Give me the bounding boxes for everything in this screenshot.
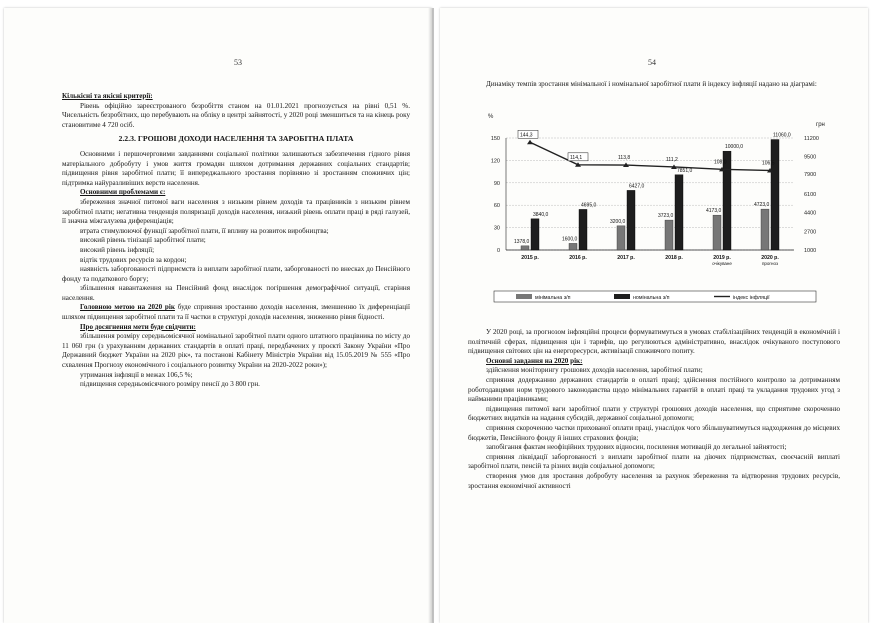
goal-text: буде сприяння зростанню доходів населення, зменшенню їх диференціації шляхом підвищення заробітної плати та її частки в структурі доходів населення, зниженню рівня бідності. <box>62 303 410 322</box>
bar-nominal-wage <box>627 190 635 250</box>
chart-legend <box>494 291 816 302</box>
left-tick-label: 90 <box>493 180 500 187</box>
after-chart-paragraph: У 2020 році, за прогнозом інфляційні процеси формуватимуться в умовах стабілізаційних тенденцій в економічній і політичній сферах, підвищення цін і тарифів, що регулюються адміністративно, внаслідок очікуваного поступового підвищення світових цін на енергоресурси, активізації споживчого попиту. <box>468 328 840 356</box>
wage-inflation-chart <box>454 106 852 312</box>
bar-minimal-wage <box>713 215 721 250</box>
category-label: 2016 р. <box>569 255 587 261</box>
criteria-heading: Кількісні та якісні критерії: <box>62 92 153 100</box>
right-tick-label: 9500 <box>804 154 817 161</box>
problem-item: збільшення навантаження на Пенсійний фонд внаслідок погіршення демографічної ситуації, старіння населення. <box>62 284 410 302</box>
right-tick-label: 1000 <box>804 248 817 254</box>
problem-item: втрата стимулюючої функції заробітної плати, її впливу на розвиток виробництва; <box>80 226 329 235</box>
problem-item: високий рівень інфляції; <box>80 245 155 254</box>
legend-label: індекс інфляції <box>733 295 770 301</box>
minimal-wage-value-label: 1600,0 <box>562 236 578 243</box>
section-title: 2.2.3. ГРОШОВІ ДОХОДИ НАСЕЛЕННЯ ТА ЗАРОБІТНА ПЛАТА <box>118 134 354 144</box>
left-page-text <box>62 92 410 390</box>
bar-nominal-wage <box>723 151 731 250</box>
task-item: здійснення моніторингу грошових доходів населення, заробітної плати; <box>486 366 703 375</box>
means-item: підвищення середньомісячного розміру пенсії до 3 800 грн. <box>80 380 260 389</box>
legend-swatch <box>516 294 532 299</box>
right-tick-label: 7900 <box>804 172 817 179</box>
bar-minimal-wage <box>617 226 625 250</box>
left-page <box>4 8 432 623</box>
minimal-wage-value-label: 4723,0 <box>754 202 770 209</box>
minimal-wage-value-label: 4173,0 <box>706 208 722 215</box>
criteria-text: Рівень офіційно зареєстрованого безробіття станом на 01.01.2021 прогнозується на рівні 0,51 %. Чисельність безробітних, що перебувають на обліку в центрі зайнятості, у 2020 році зменшиться та на кінець року становитиме 4 720 осіб. <box>62 101 410 129</box>
left-tick-label: 0 <box>496 248 500 254</box>
right-tick-label: 11200 <box>804 136 819 142</box>
category-sublabel: прогноз <box>761 261 779 266</box>
minimal-wage-value-label: 3723,0 <box>658 213 674 220</box>
nominal-wage-value-label: 3840,0 <box>533 211 549 218</box>
minimal-wage-value-label: 3200,0 <box>610 218 626 225</box>
means-item: збільшення розміру середньомісячної номінальної заробітної плати одного штатного працівника по місту до 11 060 грн (з урахуванням державних стандартів в оплаті праці, передбачених у проєкті Закону України «Про Державний бюджет України на 2020 рік», та постанові Кабінету Міністрів України від 15.05.2019 № 555 «Про схвалення Прогнозу економічного і соціального розвитку України на 2020-2022 роки»); <box>62 332 410 370</box>
left-tick-label: 150 <box>490 136 500 142</box>
page-number-right: 54 <box>648 58 656 67</box>
tasks-heading: Основні завдання на 2020 рік: <box>486 356 583 365</box>
problem-item: високий рівень тінізації заробітної плати; <box>80 236 206 245</box>
intro-paragraph: Основними і першочерговими завданнями соціальної політики залишаються забезпечення гідного рівня матеріального добробуту і умов життя громадян шляхом дотримання державних соціальних стандартів; підвищення рівня заробітної плати; її випереджального зростання порівняно зі зростанням споживчих цін; підтримка найуразливіших верств населення. <box>62 149 410 187</box>
inflation-value-label: 114,1 <box>570 154 583 161</box>
bar-minimal-wage <box>665 220 673 250</box>
nominal-wage-value-label: 4695,0 <box>581 202 597 209</box>
right-axis-unit: грн <box>816 122 825 128</box>
bar-nominal-wage <box>531 219 539 250</box>
task-item: сприяння додержанню державних стандартів в оплаті праці; здійснення постійного контролю за дотриманням роботодавцями норм трудового законодавства щодо мінімальних гарантій в оплаті праці та укладання трудових угод з найманими працівниками; <box>468 375 840 404</box>
chart-intro: Динаміку темпів зростання мінімальної і номінальної заробітної плати й індексу інфляції надано на діаграмі: <box>486 80 817 88</box>
nominal-wage-value-label: 10000,0 <box>725 144 744 151</box>
inflation-value-label: 108,0 <box>714 159 727 166</box>
left-tick-label: 30 <box>493 225 500 232</box>
goal-label: Головною метою на 2020 рік <box>80 303 175 312</box>
inflation-point <box>527 140 533 145</box>
bar-minimal-wage <box>569 243 577 250</box>
bar-nominal-wage <box>771 140 779 250</box>
chart-grid <box>506 138 794 250</box>
legend-label: номінальна з/п <box>633 295 670 301</box>
right-page <box>440 8 868 623</box>
inflation-value-label: 144,3 <box>520 132 533 139</box>
right-tick-label: 4400 <box>804 210 817 217</box>
inflation-value-label: 111,2 <box>666 156 678 163</box>
problem-item: наявність заборгованості підприємств із виплати заробітної плати, заборгованості по внесках до Пенсійного фонду та податкового боргу; <box>62 265 410 283</box>
bar-nominal-wage <box>675 175 683 250</box>
legend-label: мінімальна з/п <box>535 295 571 301</box>
minimal-wage-value-label: 1378,0 <box>514 238 530 245</box>
left-axis-unit: % <box>488 114 494 120</box>
problem-item: відтік трудових ресурсів за кордон; <box>80 255 187 264</box>
inflation-value-label: 106,5 <box>762 160 775 167</box>
right-tick-label: 6100 <box>804 192 817 198</box>
right-tick-label: 2700 <box>804 229 817 236</box>
category-label: 2020 р. <box>761 255 779 261</box>
means-heading: Про досягнення мети буде свідчити: <box>80 322 196 331</box>
bar-minimal-wage <box>761 209 769 250</box>
problems-heading: Основними проблемами є: <box>80 188 166 197</box>
task-item: запобігання фактам неофіційних трудових відносин, посилення мотивацій до легальної зайнятості; <box>486 443 787 452</box>
nominal-wage-value-label: 7851,0 <box>677 167 693 174</box>
task-item: сприяння скороченню частки прихованої оплати праці, унаслідок чого збільшуватимуться надходження до місцевих бюджетів, Пенсійного фонду й інших страхових фондів; <box>468 423 840 442</box>
task-item: створення умов для зростання добробуту населення за рахунок збереження та відтворення трудових ресурсів, зростання економічної активності <box>468 471 840 490</box>
task-item: підвищення питомої ваги заробітної плати у структурі грошових доходів населення, що сприятиме скороченню бюджетних видатків на надання субсидій, державної соціальної допомоги; <box>468 404 840 423</box>
page-gutter-shadow <box>428 8 434 623</box>
task-item: сприяння ліквідації заборгованості з виплати заробітної плати на діючих підприємствах, своєчасній виплаті заробітної плати, пенсій та різних видів соціальної допомоги; <box>468 452 840 471</box>
left-tick-label: 60 <box>493 203 500 210</box>
nominal-wage-value-label: 6427,0 <box>629 183 645 190</box>
page-number-left: 53 <box>234 58 242 67</box>
inflation-value-label: 113,8 <box>618 155 631 162</box>
right-page-text <box>468 328 840 491</box>
category-label: 2017 р. <box>617 255 635 261</box>
category-sublabel: очікуване <box>712 261 732 266</box>
nominal-wage-value-label: 11060,0 <box>773 132 791 139</box>
chart-intro-block <box>468 80 840 90</box>
left-tick-label: 120 <box>490 158 500 165</box>
category-label: 2015 р. <box>521 255 539 261</box>
problem-item: збереження значної питомої ваги населення з низьким рівнем доходів та працівників з низьким рівнем заробітної плати; негативна тенденція поляризації доходів населення, низький рівень оплати праці в ряді галузей, її значна міжгалузева диференціація; <box>62 197 410 226</box>
bar-nominal-wage <box>579 209 587 250</box>
category-label: 2018 р. <box>665 255 683 261</box>
category-label: 2019 р. <box>713 255 731 261</box>
means-item: утримання інфляції в межах 106,5 %; <box>80 370 193 379</box>
bar-minimal-wage <box>521 246 529 250</box>
legend-swatch <box>614 294 630 299</box>
